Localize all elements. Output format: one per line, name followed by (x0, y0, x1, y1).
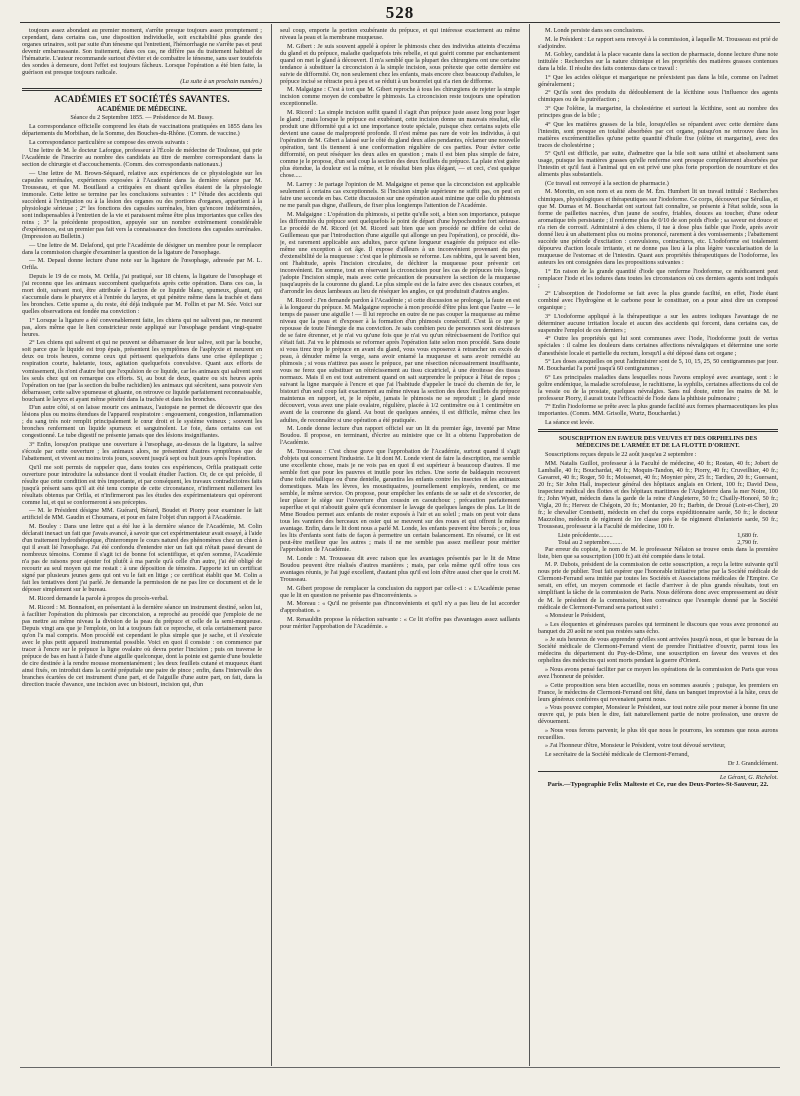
paragraph: Le secrétaire de la Société médicale de Clermont-Ferrand, (545, 750, 689, 758)
to-be-continued: (La suite à un prochain numéro.) (180, 77, 262, 85)
paragraph: 4° Outre les propriétés qui lui sont communes avec l'iode, l'iodoforme jouit de vertus spéciales : il calme les douleurs dans certaines affections névralgiques et détermine une sorte d'anesthésie locale et partielle du rectum, lorsqu'il a été déposé dans cet organe ; (538, 335, 778, 357)
paragraph: M. Gobley, candidat à la place vacante dans la section de pharmacie, donne lecture d'une note intitulée : Recherches sur la nature chimique et les propriétés des matières grasses contenues dans la bile. Il résulte des faits contenus dans ce travail : (538, 51, 778, 73)
previous-list-label: Liste précédente......... (558, 531, 613, 539)
paragraph: M. Renauldin propose la rédaction suivante : « Ce lit n'offre pas d'avantages assez saillants pour mériter l'approbation de l'Académie. » (280, 615, 520, 630)
paragraph: 1° Lorsque la ligature a été convenablement faite, les chiens qui ne salivent pas, ne meurent pas, alors même que le lien constricteur reste appliqué sur l'œsophage pendant vingt-quatre heures. (22, 316, 262, 338)
paragraph: — M. le Président désigne MM. Guérard, Bérard, Boudet et Piorry pour examiner le lait artificiel de MM. Gaudin et Choumara, et pour en faire l'objet d'un rapport à l'Académie. (22, 507, 262, 522)
total-value: 2,790 fr. (737, 538, 758, 546)
paragraph: » Cette proposition sera bien accueillie, nous en sommes assurés ; puisque, les premiers en France, le médecins de Clermont-Ferrand ont fêté, dans un banquet improvisé à la hâte, ceux de leurs généreux confrères qui revenaient parmi nous. (538, 681, 778, 703)
previous-list-value: 1,680 fr. (737, 531, 758, 539)
paragraph: » Vous pouvez compter, Monsieur le Président, sur tout notre zèle pour mener à bonne fin une œuvre qui, je puis bien le dire, fait naturellement partie de notre profession, une œuvre de dévouement. (538, 704, 778, 726)
paragraph: La correspondance particulière se compose des envois suivants : (29, 138, 189, 146)
paragraph: Qu'il me soit permis de rappeler que, dans toutes ces expériences, Orfila pratiquait cette ouverture pour introduire la substance dont il voulait étudier l'action. Or, de ce qui précède, il résulte que cette condition est très importante, et par conséquent, les travaux contradictoires faits jusqu'à présent sans qu'il ait été tenu compte de cette circonstance, n'infirment nullement les résultats obtenus par Orfila, et n'infirmeront pas les études des expérimentateurs qui opéreront comme lui, et qui se conformeront à ses préceptes. (22, 463, 262, 506)
paragraph: M. Moreau : « Qu'il ne présente pas d'inconvénients et qu'il n'y a pas lieu de lui accorder d'approbation. » (280, 600, 520, 615)
academy-title: ACADÉMIE DE MÉDECINE. (97, 105, 187, 113)
paragraph: M. Gibert propose de remplacer la conclusion du rapport par celle-ci : « L'Académie pense que le lit en question ne présente pas d'inconvénients. » (280, 584, 520, 599)
subscription-title-line2: MÉDECINS DE L'ARMÉE ET DE LA FLOTTE D'ORIENT. (576, 442, 740, 450)
page-number: 528 (385, 3, 415, 22)
column-divider (271, 24, 272, 1066)
session-line: Séance du 2 Septembre 1855. — Présidence de M. Bussy. (70, 113, 214, 121)
column-middle (280, 27, 520, 1066)
paragraph: toujours assez abondant au premier moment, s'arrête presque toujours assez promptement ; cependant, dans certains cas, une disposition individuelle, soit excitabilité plus grande des organes urinaires, soit par suite d'un ténesme qui l'entretient, l'hémorrhagie ne s'arrête pas et peut devenir embarrassante. Son traitement, dans ces cas, ne diffère pas du traitement habituel de l'hématurie. L'auteur recommande surtout d'éviter et de combattre le ténesme, sans user toutefois des sondes à demeure, dont l'effet est toujours fâcheux. Lorsque l'opération a été bien faite, la guérison est presque toujours radicale. (22, 27, 262, 77)
paragraph: M. Londe persiste dans ses conclusions. (545, 27, 645, 34)
paragraph: 2° Qu'ils sont des produits du dédoublement de la lécithine sous l'influence des agents chimiques ou de la putréfaction ; (538, 89, 778, 104)
paragraph: M. P. Dubois, président de la commission de cette souscription, a reçu la lettre suivante qu'il nous prie de publier. Tout fait espérer que l'honorable initiative prise par la Société médicale de Clermont-Ferrand sera imitée par toutes les Sociétés et Associations médicales de l'Empire. Ce serait, en effet, un moyen commode et facile d'arriver à de plus grands résultats, tout en simplifiant la tâche de la commission de Paris. Nous déférons donc avec empressement au désir de M. le président de la commission, bien convaincu que l'exemple donné par la Société médicale de Clermont-Ferrand sera partout suivi : (538, 561, 778, 611)
paragraph: 1° En raison de la grande quantité d'iode que renferme l'iodoforme, ce médicament peut remplacer l'iode et les iodures dans toutes les circonstances où ces derniers agents sont indiqués ; (538, 267, 778, 289)
paragraph: M. Gibert : Je suis souvent appelé à opérer le phimosis chez des individus atteints d'eczéma du gland et du prépuce, maladie quelquefois très rebelle, et qui guérit comme par enchantement quand on met le gland à découvert. Il m'a semblé que la plupart des chirurgiens ont une certaine tendance à substituer la circoncision à la simple incision, sous prétexte que cette dernière est suivie de difformité. Or, non seulement chez les enfants, mais encore chez beaucoup d'adultes, le prépuce incisé se rétracte peu à peu et se réduit à un bourrelet qui n'a rien de difforme. (280, 42, 520, 85)
paragraph: M. Londe donne lecture d'un rapport officiel sur un lit du premier âge, inventé par Mme Boudou. Il propose, en terminant, d'écrire au ministre que ce lit a obtenu l'approbation de l'Académie. (280, 425, 520, 447)
section-title: ACADÉMIES ET SOCIÉTÉS SAVANTES. (54, 93, 230, 104)
paragraph: 5° Les doses auxquelles on peut l'administrer sont de 5, 10, 15, 25, 50 centigrammes par jour. M. Bouchardat l'a porté jusqu'à 60 centigrammes ; (538, 358, 778, 373)
paragraph: 5° Qu'il est difficile, par suite, d'admettre que la bile soit sans utilité et absolument sans usage, puisque les matières grasses qu'elle renferme sont presque complètement absorbées par l'intestin et qu'il faut à l'animal qui en est privé une plus forte proportion de nourriture et des aliments plus substantiels. (538, 150, 778, 179)
imprint-line: Paris.—Typographie Felix Malteste et Ce, rue des Deux-Portes-St-Sauveur, 22. (547, 781, 769, 789)
paragraph: — Une lettre de M. Delafond, qui prie l'Académie de désigner un membre pour le remplacer dans la commission chargée d'examiner la question de la ligature de l'œsophage. (22, 241, 262, 256)
paragraph: » Les éloquentes et généreuses paroles qui terminent le discours que vous avez prononcé au banquet du 20 août ne sont pas restées sans écho. (538, 620, 778, 635)
column-divider (529, 24, 530, 1066)
paragraph: (Ce travail est renvoyé à la section de pharmacie.) (545, 179, 669, 187)
paragraph: 2° Les chiens qui salivent et qui ne peuvent se débarrasser de leur salive, soit par la bouche, soit parce que le liquide est trop épais, présentent les symptômes de l'asphyxie et meurent en deux ou trois heures, comme ceux qui périssent quelquefois dans une crise épileptique ; respiration courte, haletante, toux, agitation quelquefois convulsive. Quant aux efforts de vomissement, ils n'ont d'autre but que l'expulsion de ce liquide, car les animaux qui salivent sont les seuls chez qui on remarque ces efforts. Si, au bout de deux, quatre ou six heures après l'opération on tue (par la section du bulbe rachidien) les animaux qui sécrètent, sans pouvoir s'en débarrasser, cette salive spumeuse et gluante, on retrouve ce liquide parfaitement reconnaissable, bouchant le larynx et ayant même pénétré dans la trachée et dans les bronches. (22, 339, 262, 403)
section-rule (22, 88, 262, 91)
paragraph: M. Ricord : M. Bonnafont, en présentant à la dernière séance un instrument destiné, selon lui, à faciliter l'opération du phimosis par circoncision, a reproché au procédé que j'emploie de ne pas mettre au même niveau la division de la peau du prépuce et celle de la semi-muqueuse. Depuis vingt ans que je l'emploie, on lui a toujours fait ce reproche, et cela certainement parce qu'on l'a mal compris. Mon procédé est cependant le plus simple que je sache, et il s'exécute avec le plus petit appareil instrumental possible. Voici en quoi il consiste : on commence par tracer à l'encre sur le prépuce la ligne ovalaire où devra porter l'incision ; puis on traverse le prépuce de bas en haut à l'aide d'une aiguille quelconque, dont la pointe est garnie d'une boulette de cire destinée à la rendre mousse momentanément ; les deux feuillets cutané et muqueux étant ainsi fixés, on introduit dans la cavité préputiale une paire de pince ; enfin, dans l'intervalle des branches écartées de cet instrument d'une part, et de l'aiguille d'une autre part, on fait, dans la direction tracée d'avance, une incision avec un bistouri, incision qui, d'un (22, 603, 262, 689)
paragraph: Depuis le 19 de ce mois, M. Orfila, j'ai pratiqué, sur 18 chiens, la ligature de l'œsophage et j'ai reconnu que les animaux succombent quelquefois après cette opération. Dans ces cas, la mort doit, suivant moi, être attribuée à l'action de ce liquide blanc, spumeux, gluant, qui s'accumule dans le pharynx et à l'entrée du larynx, et qui pénètre même dans la trachée et dans les bronches. Cette spume a, du reste, été déjà indiquée par M. Follin et par M. Sée. Voici sur quelles observations est fondée ma conviction : (22, 272, 262, 316)
paragraph: » Nous vous ferons parvenir, le plus tôt que nous le pourrons, les sommes que nous aurons recueillies. (538, 726, 778, 741)
column-right (538, 27, 778, 1066)
paragraph: M. Larrey : Je partage l'opinion de M. Malgaigne et pense que la circoncision est applicable seulement à certains cas exceptionnels. Si l'incision simple supérieure ne suffit pas, on peut en faire une seconde en bas. Cette discussion sur une opération aussi minime que celle du phimosis ne me paraît pas digne, d'ailleurs, de fixer plus longtemps l'attention de l'Académie. (280, 180, 520, 210)
paragraph: M. le Président : Le rapport sera renvoyé à la commission, à laquelle M. Trousseau est prié de s'adjoindre. (538, 35, 778, 50)
footer-rule (538, 771, 778, 772)
paragraph: 2° L'absorption de l'iodoforme se fait avec la plus grande facilité, en effet, l'iode étant combiné avec l'hydrogène et le carbone pour le constituer, on a pour ainsi dire un composé organique ; (538, 290, 778, 312)
paragraph: M. Malgaigne : C'est à tort que M. Gibert reproche à tous les chirurgiens de rejeter la simple incision comme moyen de combattre le phimosis. La circoncision reste toujours une opération exceptionnelle. (280, 86, 520, 108)
signature: Dr J. Grandclément. (727, 760, 778, 767)
paragraph: » Nous avons pensé faciliter par ce moyen les opérations de la commission de Paris que vous avez l'honneur de présider. (538, 665, 778, 680)
subscription-title-line1: SOUSCRIPTION EN FAVEUR DES VEUVES ET DES ORPHELINS DES (558, 434, 758, 442)
bottom-rule (20, 1067, 780, 1068)
paragraph: 4° Que les matières grasses de la bile, lorsqu'elles se répandent avec cette dernière dans l'intestin, sont presque en totalité absorbées par cet organe, puisqu'on ne retrouve dans les matières excrémentitielles qu'une petite quantité d'huile fixe (oléine et margarine), avec des traces de cholestérine ; (538, 120, 778, 149)
paragraph: M. Bouley : Dans une lettre qui a été lue à la dernière séance de l'Académie, M. Colin déclarait inexact un fait que j'avais avancé, à savoir que cet expérimentateur avait essayé, à l'aide d'un traitement hydrothérapique, d'interrompre le cours naturel des phénomènes chez un chien à qui il avait lié l'œsophage. J'ai été confondu d'entendre nier un fait qui n'était passé devant de nombreux témoins. Comme il s'agit ici de bonne foi scientifique, et qu'en somme, l'Académie n'a pas de raisons pour ajouter foi plutôt à ma parole qu'à celle d'un autre, j'ai été obligé de recourir au seul moyen qui me restait : à une déposition de témoins. J'apporte ici un certificat signé par plusieurs jeunes gens qui ont vu le fait en litige ; ce certificat établit que M. Colin a fait les tentatives dont j'ai parlé. Je demande la permission de ne pas lire ce document et de le déposer simplement sur le bureau. (22, 523, 262, 594)
section-rule (538, 429, 778, 432)
column-left (22, 27, 262, 1066)
paragraph: 3° L'iodoforme appliqué à la thérapeutique a sur les autres iodiques l'avantage de ne déterminer aucune irritation locale et aucun des accidents qui forcent, dans certains cas, de suspendre l'emploi de ces derniers ; (538, 312, 778, 334)
paragraph: 6° Les principales maladies dans lesquelles nous l'avons employé avec avantage, sont : le goître endémique, la maladie scrofuleuse, le rachitisme, la syphilis, certaines affections du col de la vessie ou de la prostate, quelques névralgies. Sans nul doute, entre les mains de M. le professeur Piorry, il aurait toute l'efficacité de l'iode dans la phthisie pulmonaire ; (538, 373, 778, 402)
paragraph: M. Ricord demande la parole à propos du procès-verbal. (29, 594, 169, 602)
total-label: Total au 2 septembre........ (558, 538, 623, 546)
total-row (558, 539, 758, 546)
paragraph: » Je suis heureux de vous apprendre qu'elles sont arrivées jusqu'à nous, et que le bureau de la Société médicale de Clermont-Ferrand vient de prendre l'initiative d'ouvrir, parmi tous les médecins du département du Puy-de-Dôme, une souscription en faveur des veuves et des orphelins des médecins qui sont morts pendant la guerre d'Orient. (538, 636, 778, 665)
paragraph: Une lettre de M. le docteur Laforgue, professeur à l'École de médecine de Toulouse, qui prie l'Académie de l'inscrire au nombre des candidats au titre de membre correspondant dans la section de chirurgie et d'accouchements. (Comm. des correspondants nationaux.) (22, 147, 262, 169)
header-rule (20, 22, 780, 23)
paragraph: M. Trousseau : C'est chose grave que l'approbation de l'Académie, surtout quand il s'agit d'objets qui concernent l'industrie. Le lit dont M. Londe vient de faire la description, me semble une excellente chose, mais je ne vois pas en quoi il est supérieur à beaucoup d'autres. Il me semble fort que pour les pauvres et inutile pour les riches. Une sorte de baldaquin recouvert d'une toile métallique ou d'une dentelle, garantira les enfants contre les insectes et les animaux domestiques. Mais les lèvres, les moustiquaires, journellement employés, rendent, ce me semble, le même service. On propose, pour empêcher les enfants de se salir et de s'excorier, de leur placer le siège sur l'ouverture d'un coussin en caoutchouc ; précaution parfaitement superflue et qui n'aboutit guère qu'à économiser le lavage de quelques langes de plus. Le lit de Mme Boudou permet aux enfants de rester exposés à l'air et au soleil ; mais on peut voir dans tous les vanniers des berceaux en osier qui se meuvent sur des roues et qui offrent le même avantage. Enfin, dans le lit dont nous a parlé M. Londe, les enfants peuvent être bercés ; or, tous les lits d'enfants sont faits de façon à permettre un certain balancement. En résumé, ce lit est peut-être meilleur que les autres ; mais il ne me semble pas assez meilleur pour mériter l'approbation de l'Académie. (280, 447, 520, 554)
paragraph: 7° Enfin l'iodoforme se prête avec la plus grande facilité aux formes pharmaceutiques les plus importantes. (Comm. MM. Grisolle, Wurtz, Bouchardat.) (538, 403, 778, 418)
paragraph: D'un autre côté, si on laisse mourir ces animaux, l'autopsie ne permet de découvrir que des lésions plus ou moins étendues de l'appareil respiratoire : engouement, congestion, inflammation ; du sang très noir remplit principalement le cœur droit et le système veineux ; souvent les bronches renferment un liquide spumeux et sanguinolent. Le foie, dans certains cas est congestionné. Le tube digestif ne présente jamais que des lésions insignifiantes. (22, 404, 262, 440)
paragraph: M. Ricord : J'en demande pardon à l'Académie ; si cette discussion se prolonge, la faute en est à la longueur du prépuce. M. Malgaigne reproche à mon procédé d'être plus lent que l'autre — le temps de passer une aiguille ! — Il lui reproche en outre de ne pas couper la muqueuse au même niveau que la peau et d'exposer à la formation d'un phimosis consécutif. C'est là ce que je repousse de toute l'énergie de ma conviction. Je sais combien peu de personnes sont désireuses de se faire étrenner, et je n'ai vu qu'une fois que je n'ai vu qu'un rétrécissement de l'orifice qui s'était fait. J'ai vu le phimosis se reformer après l'opération faite selon mon procédé. Sans doute si vous tirez trop le prépuce en avant du gland, vous vous exposerez à retrancher un excès de peau, à dénuder même la verge, sans avoir entamé la muqueuse et sans avoir remédié au phimosis ; si vous n'attirez pas assez le prépuce, par une résection nécessairement insuffisante, vous ne ferez que substituer un rétrécissement au tissu cicatriciel, à une étroitesse des tissus normaux. Mais il en est tout autrement quand on sait surprendre le prépuce à l'état de repos ; suivant la ligne marquée à l'encre et que j'ai l'habitude d'appeler le tracé du chemin de fer, le bistouri d'un seul coup fait exactement au même niveau la section des deux feuillets du prépuce maintenus en rapport, et, je le répète, jamais le phimosis ne se reproduit ; le gland reste découvert, vous avez une plaie ovalaire, régulière, placée à 1/2 centimètre ou à 1 centimètre en avant de la couronne du gland. Au bout de quelques années, il est difficile, même chez les adultes, de reconnaître si une opération a été pratiquée. (280, 296, 520, 424)
previous-list-row (558, 532, 758, 539)
paragraph: M. Moretin, en son nom et au nom de M. Ém. Humbert lit un travail intitulé : Recherches chimiques, physiologiques et thérapeutiques sur l'iodoforme. Ce corps, découvert par Sérullas, et que M. Dumas et M. Bouchardat ont surtout fait connaître, se présente à l'état solide, sous la forme de paillettes nacrées, d'un jaune de soufre, friables, douces au toucher, d'une odeur aromatique très persistante ; il renferme plus de 0/10 de son poids d'iode ; sa saveur est douce et n'a rien de corrosif. Administré à des chiens, il tue à dose plus faible que l'iode, après avoir donné lieu à un abattement plus ou moins prononcé, rarement à des vomissements ; l'abattement succède une période d'excitation : convulsions, contractures, etc. L'iodoforme est totalement dépourvu d'action locale irritante, et ne donne pas lieu à la plus légère vascularisation de la muqueuse de l'estomac et de l'intestin. Quant aux propriétés thérapeutiques de l'iodoforme, les auteurs les ont consignées dans les propositions suivantes : (538, 188, 778, 266)
paragraph: — M. Depaul donne lecture d'une note sur la ligature de l'œsophage, adressée par M. L. Orfila. (22, 257, 262, 272)
paragraph: seul coup, emporte la portion exubérante du prépuce, et qui intéresse exactement au même niveau la peau et la membrane muqueuse. (280, 27, 520, 42)
gerant-line: Le Gérant, G. Richelot. (719, 774, 778, 782)
paragraph: La correspondance officielle comprend les états de vaccinations pratiquées en 1855 dans les départements du Morbihan, de la Somme, des Bouches-du-Rhône. (Comm. de vaccine.) (22, 122, 262, 138)
paragraph: — Une lettre de M. Brown-Séquard, relative aux expériences de ce physiologiste sur les capsules surrénales, expériences exposées à l'Académie dans la dernière séance par M. Trousseau, et que M. Bouillaud a critiquées en disant qu'elles étaient de la physiologie immorale. Cette lettre se termine par les conclusions suivantes : 1° l'étude des accidents qui succèdent à l'extirpation ou à la lésion des organes ou des portions d'organes, appartient à la physiologie sérieuse ; 2° les fonctions des capsules surrénales, bien qu'encore indéterminées, sont indispensables à l'entretien de la vie et paraissent même être plus importantes que celles des reins ; 3° la précédente proposition, appuyée sur un nombre extrêmement considérable d'expériences, est un premier pas fait vers la connaissance des fonctions des capsules surrénales. (Impression au Bulletin.) (22, 169, 262, 241)
paragraph: 1° Que les acides oléique et margarique ne préexistent pas dans la bile, comme on l'admet généralement ; (538, 73, 778, 88)
paragraph: M. Londe : M. Trousseau dit avec raison que les avantages présentés par le lit de Mme Boudou peuvent être réalisés d'autres manières ; mais, par cela même qu'il offre tous ces avantages réunis, je l'ai jugé excellent, d'autant plus qu'il est loin d'être aussi cher que le croit M. Trousseau. (280, 554, 520, 584)
paragraph: Souscriptions reçues depuis le 22 août jusqu'au 2 septembre : (545, 451, 697, 459)
paragraph: » J'ai l'honneur d'être, Monsieur le Président, votre tout dévoué serviteur, (545, 742, 726, 750)
paragraph: Par erreur du copiste, le nom de M. le professeur Nélaton se trouve omis dans la première liste, bien que sa souscription (100 fr.) ait été comptée dans le total. (538, 545, 778, 560)
paragraph: M. Ricord : La simple incision suffit quand il s'agit d'un prépuce juste assez long pour loger le gland ; mais lorsque le prépuce est exubérant, cette incision donne un mauvais résultat, elle produit une difformité qui a ici une importance toute spéciale, puisque chez certains sujets elle devient une cause de malpropreté profonde. Il n'est même pas rare de voir les individus, à qui l'opération de M. Gibert a laissé sur le côté du gland deux ailes pendantes, réclamer une nouvelle opération, tant ils tiennent à une conformation régulière de ces parties. Pour éviter cette difformité, on peut réséquer les deux ailes en question ; mais il est bien plus simple de faire, comme je le propose, d'un seul coup la section des deux feuillets du prépuce. La plaie n'est guère plus étendue, la douleur est la même, et le résultat bien plus élégant, — et ceci, c'est quelque chose..... (280, 109, 520, 180)
paragraph: MM. Natalis Guillot, professeur à la Faculté de médecine, 40 fr.; Rostan, 40 fr.; Jobert de Lamballe, 40 fr.; Bouchardat, 40 fr.; Moquin-Tandon, 40 fr.; Piorry, 40 fr.; Cruveilhier, 40 fr.; Gavarret, 40 fr.; Roger, 50 fr.; Moissenet, 40 fr.; Moynier père, 25 fr.; Tardieu, 20 fr.; Guersant, 20 fr.; Sir John Hall, inspecteur général des hôpitaux anglais en Orient, 100 fr.; David Dess, inspecteur médical des flottes et des hôpitaux maritimes de l'Angleterre dans la mer Noire, 100 fr.; John Wyatt, médecin dans la garde de la reine d'Angleterre, 50 fr.; Chailly-Honoré, 50 fr.; Vigla, 20 fr.; Hervez de Chégoin, 20 fr.; Montanier, 20 fr.; Barbin, de Droué (Loir-et-Cher), 20 fr.; le chevalier Comisetti, médecin en chef du corps expéditionnaire sarde, 50 fr.; le docteur Mazzolino, médecin de régiment de 1re classe près le 6e régiment d'infanterie sarde, 50 fr.; Trousseau, professeur à la Faculté de médecine, 100 fr. (538, 459, 778, 531)
paragraph: 3° Enfin, lorsqu'on pratique une ouverture à l'œsophage, au-dessus de la ligature, la salive s'écoule par cette ouverture ; les animaux alors, ne présentent d'autres symptômes que de l'abattement, et vivent au moins trois jours, souvent jusqu'à sept ou huit jours après l'opération. (22, 440, 262, 463)
paragraph: M. Malgaigne : L'opération du phimosis, si petite qu'elle soit, a bien son importance, puisque les difformités du prépuce sont quelquefois le point de départ d'une hypochondrie fort sérieuse. Le procédé de M. Ricord (et M. Ricord sait bien que son procédé ne diffère de celui de Guillemeau que par l'introduction d'une aiguille qui allonge un peu l'opération), ce procédé, dis-je, est rarement applicable aux adultes, parce qu'une longueur exagérée du prépuce est elle-même une exception à cet âge. Il expose d'ailleurs à un inconvénient provenant du peu d'extensibilité de la muqueuse : c'est que le phimosis se reforme. Les rabbins, qui le savent bien, ont l'habitude, après l'incision circulaire, de déchirer la muqueuse pour prévenir cet inconvénient. En somme, tout en réservant la circoncision pour les cas de prépuces très longs, j'adopte l'incision simple, mais avec cette précaution de poursuivre la section de la muqueuse jusqu'auprès de la couronne du gland. Le plus simple est de la faire avec des ciseaux courbes, et d'arrondir les deux lambeaux au lieu de réséquer les angles, ce qui produirait d'autres angles. (280, 210, 520, 296)
paragraph: « Monsieur le Président, (545, 612, 606, 620)
subscription-title (538, 435, 778, 449)
paragraph: 3° Que l'oléine, la margarine, la cholestérine et surtout la lécithine, sont au nombre des principes gras de la bile ; (538, 104, 778, 120)
paragraph: La séance est levée. (545, 418, 595, 426)
